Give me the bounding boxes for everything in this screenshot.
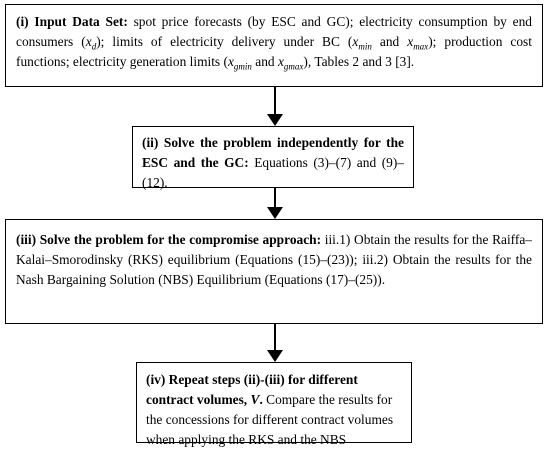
variable-xd: $x_d$ — [85, 34, 97, 52]
variable-xgmax: $x_{gmax}$ — [277, 54, 304, 72]
step-text: ); limits of electricity delivery under BC ( — [96, 34, 353, 49]
step-heading: (i) Input Data Set: — [16, 14, 128, 29]
variable-v: V — [250, 392, 260, 407]
down-arrow — [267, 87, 283, 126]
down-arrow — [267, 188, 283, 219]
step-text: ); production cost functions; electricity generation limits ( — [16, 34, 532, 69]
step-heading: (iv) Repeat steps (ii)-(iii) for different contract volumes, V. — [146, 372, 358, 407]
step-compromise-box — [5, 219, 543, 324]
down-arrow — [267, 324, 283, 362]
step-heading: (iii) Solve the problem for the compromise approach: — [16, 232, 322, 247]
step-input-data-box: (i) Input Data Set: spot price forecasts (by ESC and GC); electricity consumption by end consumers $(x_d)$; limits of electricity delivery under BC ($x_{min}$ and $x_{max}$); production cost functions; electricity generation limits ($x_{gmin}$ and $x_{gmax}$), Tables 2 and 3 [3]. — [5, 4, 543, 87]
step-text: Equations (3)–(7) and (9)–(12). — [142, 155, 405, 190]
step-text: iii.1) Obtain the results for the Raiffa–Kalai–Smorodinsky (RKS) equilibrium (Equations (15)–(23)); iii.2) Obtain the results for the Nash Bargaining Solution (NBS) Equilibrium (Equations (17)–(25)). — [16, 232, 532, 287]
variable-xmax: $x_{max}$ — [407, 34, 429, 52]
step-heading: (ii) Solve the problem independently for the ESC and the GC: — [142, 135, 404, 170]
step-text: ), Tables 2 and 3 [3]. — [303, 54, 415, 69]
step-text: Compare the results for the concessions for different contract volumes when applying the RKS and the NBS — [146, 392, 394, 447]
variable-xmin: $x_{min}$ — [352, 34, 372, 52]
step-repeat-box — [136, 362, 412, 447]
step-independent-solve-box — [132, 126, 414, 188]
step-text: spot price forecasts (by ESC and GC); electricity consumption by end consumers ( — [16, 14, 532, 49]
variable-xgmin: $x_{gmin}$ — [227, 54, 252, 72]
